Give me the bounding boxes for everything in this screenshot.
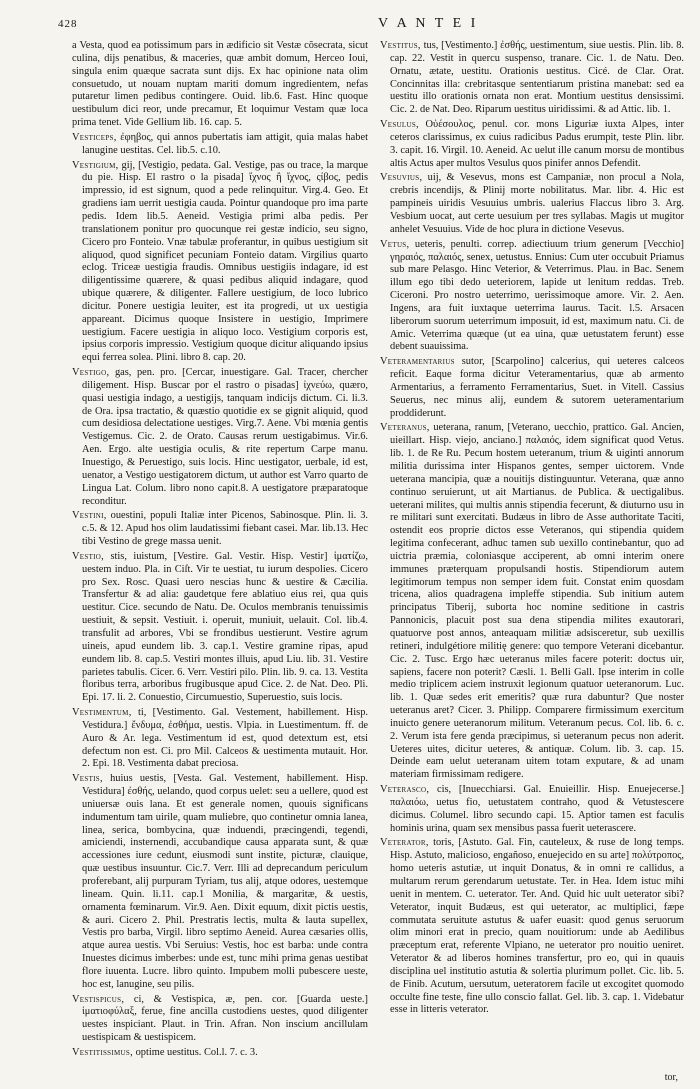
entry-headword: Vestio, (72, 550, 105, 562)
dictionary-entry (72, 160, 368, 366)
entry-text: cis, [Inuecchiarsi. Gal. Enuieillir. Hisp. Enuejecerse.] παλαιόω, uetus fio, uetustatem contraho, quod & Vetustescere dicimus. Columel. libro secundo capi. 15. Aptior tamen est faculis hominis urina, quam sex mensibus passa fuerit ueterascere. (390, 784, 684, 834)
entry-headword: Vesuvius, (380, 172, 423, 184)
dictionary-entry (380, 172, 684, 236)
entry-headword: Vestitissimus, (72, 1046, 133, 1058)
dictionary-entry (72, 707, 368, 771)
dictionary-entry (72, 132, 368, 158)
entry-headword: Vetus, (380, 238, 410, 250)
dictionary-entry (72, 551, 368, 705)
entry-text: optime uestitus. Col.l. 7. c. 3. (135, 1046, 258, 1058)
dictionary-entry (72, 367, 368, 508)
entry-headword: Vestimentum, (72, 707, 132, 719)
entry-text: Οὐέσουλος, penul. cor. mons Liguriæ iuxta Alpes, inter ceteros clarissimus, ex cuius radicibus Padus erumpit, teste Plin. libr. 3. capit. 16. Virgil. 10. Aeneid. Ac uelut ille canum morsu de montibus altis Actus aper multos Vesulus quos pinifer annos Defendit. (390, 119, 684, 169)
entry-headword: Vestini, (72, 510, 107, 522)
dictionary-entry (72, 994, 368, 1045)
entry-headword: Vestigium, (72, 159, 119, 171)
dictionary-entry (72, 40, 368, 130)
entry-headword: Veteramentarius (380, 356, 455, 368)
entry-text: huius uestis, [Vesta. Gal. Vestement, habillement. Hisp. Vestidura] ἐσθής, uelando, quod corpus uelet: seu a uellere, quod est uniuersæ ouis lana. Et est generale nomen, quouis significans indumentum tam uirile, quam muliebre, quo continetur omnia lanea, linea, serica, bombycina, quæ induendi, præcingendi, tegendi, amiciendi, insternendi, accubandique causa apparata sunt, & quæ accessiones iure cedunt, eiusmodi sunt instite, picturæ, clauique, quæ uestibus insuuntur. Cic.7. Verr. Illi ad deprecandum periculum proferebant, alij purpuram Tyriam, tus alij, atque odores, uestemque lineam. Quin. li.11. cap.1 Monilia, & margaritæ, & uestis, ornamenta fœminarum. Vir.9. Aen. Dixit equum, dixit pictis uestis, & auri. Cicero 2. Phil. Prestratis lectis, multa & lauta supellex, Vestis pro barba, Virgil. libro septimo Aeneid. Aurea cæsaries ollis, atque aurea uestis. Vbi Seruius: Vestis, hoc est barba: unde contra Inuestes dicimus imberbes: unde est, tunc mihi prima genas uestibat flore iuuenta. Lucre. libro quinto. Impubem molli pubescere ueste, hoc est, lanugine, seu pilis. (82, 773, 368, 990)
entry-text: gas, pen. pro. [Cercar, inuestigare. Gal. Tracer, chercher diligement. Hisp. Buscar por el rastro o pisadas] ἰχνεύω, quæro, quasi uestigia indago, a uestigijs, tanquam indicijs dictum. Ci. li.3. de Ora. ipsa tractatio, & quæstio quotidie ex se gignit aliquid, quod cum desidiosa delectatione uestiges. Virg.7. Aene. Vbi mœnia gentis Vestigemus. Cic. 2. de Orato. Causas rerum uestigabimus. Vir.6. Aen. Ergo. alte uestigia oculis, & rite repertum Carpe manu. Inuestigo, & Peruestigo, suis locis. Hinc uestigator, uerbale, id est, uenator, a Vestigo uestigatorem dictum, ut author est Varro quarto de Lingua Lat. Colum. libro nono capit.8. A uestigatore præparatoque reconditur. (82, 367, 368, 507)
dictionary-entry (380, 422, 684, 782)
right-column (380, 40, 684, 1080)
dictionary-entry (72, 510, 368, 549)
dictionary-entry (72, 773, 368, 991)
left-column (72, 40, 368, 1080)
entry-text: uij, & Vesevus, mons est Campaniæ, non procul a Nola, crebris incendijs, & Plinij morte nobilitatus. Mar. libr. 4. Hic est pampineis uiridis Vesuuius umbris. ualerius Flaccus libro 3. Arg. Vesbium uocat, aut certe uesuium per tres syllabas. Magis ut mugitor anhelet Vesuuius. Vide de hoc plura in dictione Vesevus. (390, 172, 684, 235)
entry-text: ueterana, ranum, [Veterano, uecchio, prattico. Gal. Ancien, uieillart. Hisp. viejo, anciano.] παλαιός, idem significat quod Vetus. lib. 1. de Re Ru. Pecum hostem ueteranum, trium & uiginti annorum militia durissima inter Hispanos gentes, semper uictorem. Vnde ueterana mancipia, quæ a nouitijs distinguuntur. Veterana, quæ anno continuo seruierunt, ut ait Martianus. de Publica. & uectigalibus. ueterani milites, qui multis annis stipendia fecerunt, & diuturno usu in re militari sunt exercitati. Budæus in libro de Asse authoritate Taciti, ostendit eos proprie dictos esse Veteranos, qui stipendia quidem legitima confecerant, adhuc tamen sub uexillo continebantur, quo ad uictria præmia, coloniasque acciperent, ab omni interim onere immunes præterquam propulsandi hostis. Stipendiorum autem legitimorum tempus non semper idem fuit. Constat enim quosdam tricena, alios quadragena impleffe stipendia. Sub initium autem principatus Tiberij, suborta hoc nomine seditione in castris Pannonicis, placuit post sua dena stipendia milites exautorari, quatuorve post annos, anteaquam militiæ adsisceretur, sub uexillis retineri, indulgétiore militię genere: quo tempore Veterani dicebantur. Cic. 2. Tusc. Ergo hæc ueteranus miles facere poterit: doctus uir, sapiens, facere non poterit? Cæsli. 1. Belli Gall. Ipse interim in colle medio triplicem aciem instruxit legionum quatuor ueteranorum. Luc. lib. 1. Quæ sedes erit emeritis? quæ rura dabuntur? Que noster ueteranus aret? Cicer. 3. Philipp. Comparere firmissimum exercitum inuicto genere ueteranorum militum. Veteranum pecus. Col. lib. 6. c. 2. Verum ista fere genda præcipimus, si ueteranum pecus non aderit. Ueteres uites, dicitur ueteres, & antiquæ. Colum. lib. 3. cap. 15. Deinde eam uelut ueteranam uitem totam exputare, & ad unam materiam firmissimam redigere. (390, 422, 684, 781)
entry-headword: Veterator, (380, 837, 429, 849)
entry-text: stis, iuistum, [Vestire. Gal. Vestir. Hisp. Vestir] ἱματίζω, uestem induo. Pla. in Ciſt. Vir te uestiat, tu iurum despolies. Cicero pro Sex. Rosc. Quasi uero nescias hunc & uestire & Cæcilia. Transfertur & ad alia: gaudetque fere ablatiuo eius rei, qua quis uestitur. Cice. secundo de Natu. De. Oculos membranis tenuissimis uestiuit, & sepsit. Vestiuit. i. operuit, muniuit, uelauit. Col. lib.4. transfulit ad arbores, Vbi se frondibus uestierunt. Vestire agrum uineis, apud eundem lib. 3. cap.1. Vestire gramine ripas, apud eundem lib. 8. cap.5. Vestiri montes illuis, apud Liu. lib. 31. Vestire parietes tabulis. Cicer. 6. Verr. Vestiri pilo. Plin. lib. 9. ca. 13. Vestita floribus terra, arboribus frugibusque apud Cice. 2. de Nat. Deo. Pli. Epi. 17. li. 2. Conuestio, Circumuestio, Superuestio, suis locis. (82, 550, 368, 704)
entry-text: a Vesta, quod ea potissimum pars in ædificio sit Vestæ cõsecrata, sicut culina, dijs penatibus, & maceries, quæ ambit domum, Herceo Ioui, singula enim quæque sacrata sunt dijs. Ex hac opinione nata olim consuetudo, ut nouam nuptam mariti domum ingredientem, nefas putaretur limen pedibus contingere. Ouid. lib.6. Fast. Hinc quoque uestibulum dici reor, unde precamur, Et loquimur Vestam quæ loca prima tenet. Vide Gellium lib. 16. cap. 5. (72, 40, 368, 129)
entry-headword: Vestitus, (380, 40, 421, 51)
catchword: tor, (664, 1072, 678, 1083)
entry-headword: Vesulus, (380, 119, 419, 131)
dictionary-entry (380, 784, 684, 835)
dictionary-entry (380, 40, 684, 117)
dictionary-entry (380, 119, 684, 170)
dictionary-entry (72, 1047, 368, 1060)
entry-headword: Vestis, (72, 773, 103, 785)
entry-text: ueteris, penulti. correp. adiectiuum trium generum [Vecchio] γηραιός, παλαιός, senex, uetustus. Ennius: Cum uter occubuit Priamus sub mare Pelasgo. Hinc Veterior, & Veterrimus. Plau. in Bac. Senem illum ego tibi dedo ueteriorem, lapide ut lenitum reddas. Treb. Ciceroni. Pro nostro ueterrimo, uerissimoque amore. Vir. 2. Aen. Ingens, ara fuit iuxtaque ueterrima laurus. Tacit. l.5. Arsacen liberorum suorum ueterrimum imposuit, id est, maximum natu. Ci. de Amic. Veterrima quæque (ut ea uina, quæ uetustatem ferunt) esse debent suauissima. (390, 238, 684, 353)
entry-text: sutor, [Scarpolino] calcerius, qui ueteres calceos reficit. Eaque forma dicitur Veteramentarius, quæ ab armento Armentarius, a ferramento Ferramentarius, Suet. in Vitell. Cassius Seuerus, nec minus alij, eundem & sutorem ueteramentarium proddiderunt. (390, 356, 684, 419)
entry-text: ci, & Vestispica, æ, pen. cor. [Guarda ueste.] ἱματιοφύλαξ, ferue, fine ancilla custodiens uestes, quod diligenter uestes inspiciant. Plaut. in Trin. Afran. Non inscium ancillulam uestispicam & uestispicem. (82, 993, 368, 1044)
entry-text: gij, [Vestigio, pedata. Gal. Vestige, pas ou trace, la marque du pie. Hisp. El rastro o la pisada] ἴχνος ἢ ἴχνος, ςίβος, pedis impressio, id est signum, quod a pede relinquitur. Virg.4. Geo. Et gradiens iam uerrit uestigia cauda. Pointur quandoque pro ima parte pedis. Idem lib.5. Aeneid. Vestigia primi alba pedis. Per translationem ponitur pro quocunque rei gestæ indicio, seu signo, Cicero pro Fonteio. Vnæ tabulæ proferantur, in quibus uestigium sit aliquod, quod significet pecuniam Fonteio datam. Virgilius quarto eclog. Triceæ uestigia fraudis. Omnibus uestigiis indagare, id est diligentissime quærere, & quasi pedibus aliquid indagare, quod ubique quærere, & diligenter. Fallere uestigium, de loco lubrico dicitur. Ponere uestigia leuiter, est ita progredi, ut ux uestigia appareant. Dicimus quoque Insistere in uestigio, Imprimere uestigium. Facere uestigia in aliquo loco. Vestigium corporis est, ipsius corporis impressio. Vestigium quoque dicitur aliquando ipsius equi ferrea solea. Plini. libro 8. cap. 20. (82, 159, 368, 364)
entry-headword: Vestigo, (72, 367, 110, 379)
dictionary-entry (380, 837, 684, 1017)
entry-text: tus, [Vestimento.] ἐσθής, uestimentum, siue uestis. Plin. lib. 8. cap. 22. Vestit in quercu suspenso, tranare. Cic. 1. de Natu. Deo. Ornatu, ætate, uestitu. Orationis uestitus. Cicé. de Clar. Orat. Concinnitas illa: crebritasque sententiarum pristina manebat: sed ea uestitu illo orationis ornata non erat. Montium uestitus densissimi. Cic. 2. de Nat. Deo. Riparum uestitus uiridissimi. & ad Attic. lib. 1. (390, 40, 684, 116)
entry-text: ἐφηβος, qui annos pubertatis iam attigit, quia malas habet lanugine uestitas. Cel. lib.5. c.10. (82, 131, 368, 156)
page-number: 428 (58, 18, 78, 30)
entry-text: toris, [Astuto. Gal. Fin, cauteleux, & ruse de long temps. Hisp. Astuto, malicioso, engañoso, enuejecido en su arte] πολύτροπος, homo ueteris astutiæ, ut inquit Donatus, & in omni re callidus, a multarum rerum gerendarum uetustate. Ter. in Hea. Idem istuc mihi uenit in mentem. C. ueterator. Ter. And. Quid hic uult ueterator sibi? Veterator, inquit Budæus, est qui ueterator, ac multiplici, fæpe commutata seruitute astutus & uafer euasit: quod genus seruorum olim minori erat in precio, quam nouitiorum: unde ab Aedilibus præceptum erat, referente Vlpiano, ne ueterator pro nouitio ueniret. Veterator & ad liberos homines transfertur, pro eo, qui in quauis disciplina uel institutio astutia & solertia plurimum pollet. Cic. lib. 5. de Finib. Acutum, uersutum, ueteratorem facile ut excogitet quomodo occulte fine teste, fine ullo conscio fallat. Gel. lib. 3. cap. 1. Videbatur esse in litteris veterator. (390, 837, 684, 1016)
entry-headword: Vestispicus, (72, 993, 125, 1005)
entry-text: ti, [Vestimento. Gal. Vestement, habillement. Hisp. Vestidura.] ἔνδυμα, ἐσθήμα, uestis. Vlpia. in Luestimentum. ff. de Auro & Ar. lega. Vestimentum id est, quod detextum est, etsi defectum non est. Ci. pro Mil. Calceos & uestimenta mutauit. Hor. 2. Epi. 18. Vestimenta dabat preciosa. (82, 707, 368, 770)
entry-headword: Veteranus, (380, 422, 430, 434)
page-header (58, 16, 682, 36)
dictionary-entry (380, 356, 684, 420)
entry-headword: Veterasco, (380, 784, 430, 796)
entry-text: ouestini, populi Italiæ inter Picenos, Sabinosque. Plin. li. 3. c.5. & 12. Apud hos olim laudatissimi fiebant casei. Mar. lib.13. Hec tibi Vestino de grege massa uenit. (82, 510, 368, 548)
entry-headword: Vesticeps, (72, 131, 117, 143)
dictionary-entry (380, 239, 684, 355)
running-title: V A N T E I (378, 16, 479, 31)
